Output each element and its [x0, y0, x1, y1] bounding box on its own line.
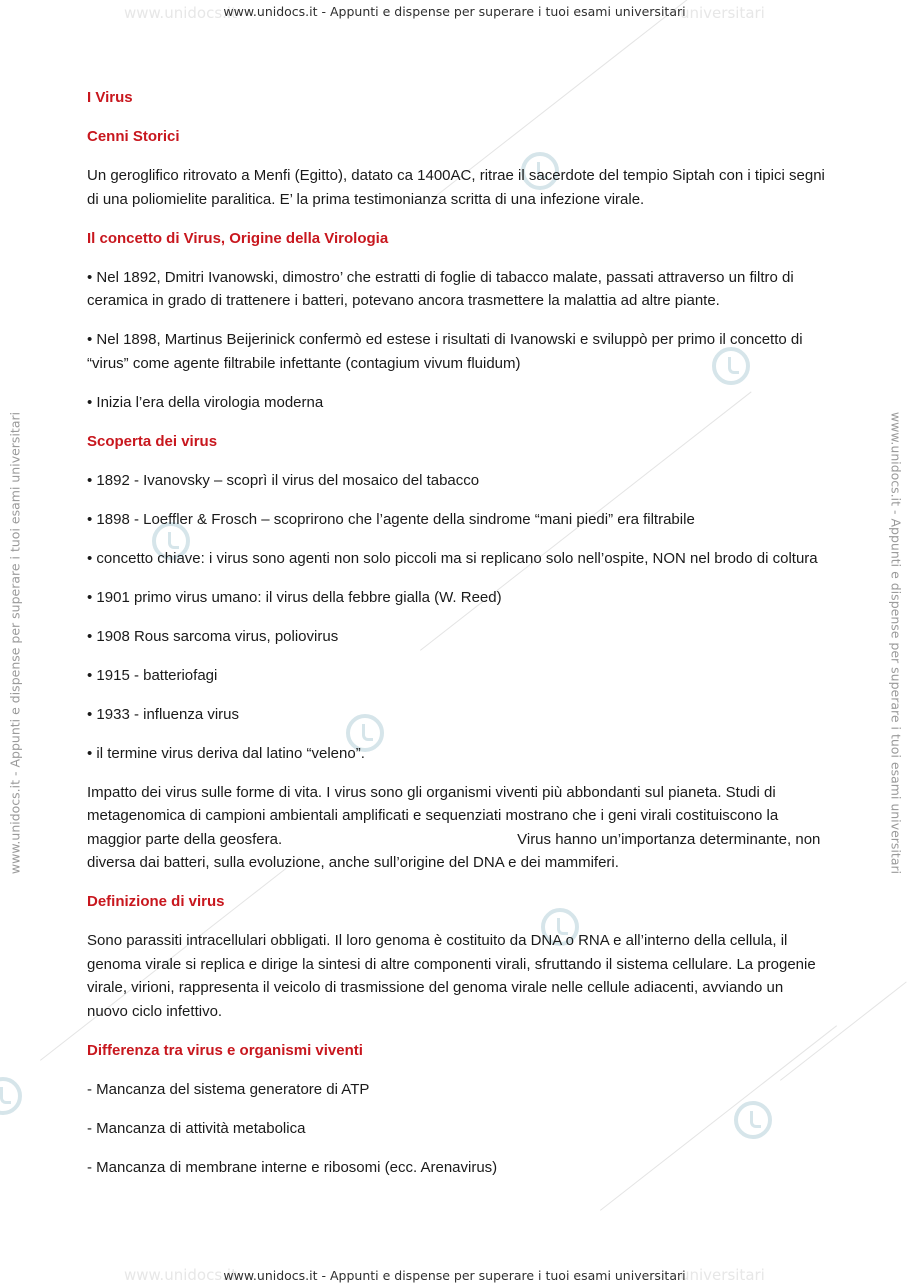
bullet-item: • 1901 primo virus umano: il virus della febbre gialla (W. Reed) — [87, 588, 502, 606]
paragraph-impatto-part-a: Impatto dei virus sulle forme di vita. I virus sono gli organismi viventi più abbondanti sul pianeta. Studi di metagenomica di campioni ambientali amplificati e sequenziati mostrano che i geni virali costituiscono la maggior parte della geosfera. — [87, 783, 779, 848]
paragraph-impatto-virus — [87, 781, 827, 875]
bullet-item: • 1892 - Ivanovsky – scoprì il virus del mosaico del tabacco — [87, 471, 480, 489]
document-title: I Virus — [87, 89, 133, 106]
bullet-item: • Nel 1898, Martinus Beijerinick confermò ed estese i risultati di Ivanowski e sviluppò per primo il concetto di “virus” come agente filtrabile infettante (contagium vivum fluidum) — [87, 331, 803, 372]
unidocs-logo-icon — [0, 1077, 22, 1115]
watermark-ghost-left-bottom: www.unidocs.it — [124, 1266, 237, 1284]
watermark-ghost-right: universitari — [680, 4, 765, 22]
document-body — [87, 86, 827, 1195]
bullet-item: • 1915 - batteriofagi — [87, 666, 218, 684]
list-item: - Mancanza di membrane interne e ribosomi (ecc. Arenavirus) — [87, 1158, 498, 1176]
paragraph-geroglifico: Un geroglifico ritrovato a Menfi (Egitto), datato ca 1400AC, ritrae il sacerdote del tempio Siptah con i tipici segni di una poliomielite paralitica. E’ la prima testimonianza scritta di una infezione virale. — [87, 167, 825, 208]
bullet-item: • Inizia l’era della virologia moderna — [87, 393, 324, 411]
bullet-item: • il termine virus deriva dal latino “veleno”. — [87, 744, 365, 762]
paragraph-definizione: Sono parassiti intracellulari obbligati. Il loro genoma è costituito da DNA o RNA e all’interno della cellula, il genoma virale si replica e dirige la sintesi di altre componenti virali, sfruttando il sistema cellulare. La progenie virale, virioni, rappresenta il veicolo di trasmissione del genoma virale nelle cellule adiacenti, avviando un nuovo ciclo infettivo. — [87, 932, 816, 1020]
section-heading-concetto-virus: Il concetto di Virus, Origine della Virologia — [87, 229, 389, 247]
watermark-ghost-left: www.unidocs.it — [124, 4, 237, 22]
bullet-item: • 1933 - influenza virus — [87, 705, 239, 723]
bullet-item: • Nel 1892, Dmitri Ivanowski, dimostro’ che estratti di foglie di tabacco malate, passati attraverso un filtro di ceramica in grado di trattenere i batteri, potevano ancora trasmettere la malattia ad altre piante. — [87, 268, 794, 309]
list-item: - Mancanza del sistema generatore di ATP — [87, 1080, 370, 1098]
watermark-ghost-right-bottom: universitari — [680, 1266, 765, 1284]
watermark-banner-top: www.unidocs.it - Appunti e dispense per superare i tuoi esami universitari — [223, 4, 686, 19]
watermark-side-left: www.unidocs.it - Appunti e dispense per superare i tuoi esami universitari — [7, 411, 23, 875]
watermark-side-right: www.unidocs.it - Appunti e dispense per superare i tuoi esami universitari — [888, 411, 904, 875]
section-heading-scoperta-virus: Scoperta dei virus — [87, 432, 218, 450]
bullet-item: • 1908 Rous sarcoma virus, poliovirus — [87, 627, 339, 645]
bullet-item: • 1898 - Loeffler & Frosch – scoprirono che l’agente della sindrome “mani piedi” era filtrabile — [87, 510, 695, 528]
section-heading-cenni-storici: Cenni Storici — [87, 128, 180, 145]
list-item: - Mancanza di attività metabolica — [87, 1119, 306, 1137]
paragraph-impatto-part-b: Virus hanno un’importanza determinante, non diversa dai batteri, sulla evoluzione, anche sull’origine del DNA e dei mammiferi. — [87, 830, 821, 871]
section-heading-differenza: Differenza tra virus e organismi viventi — [87, 1041, 363, 1059]
watermark-banner-bottom: www.unidocs.it - Appunti e dispense per superare i tuoi esami universitari — [223, 1268, 686, 1283]
section-heading-definizione: Definizione di virus — [87, 893, 225, 910]
bullet-item: • concetto chiave: i virus sono agenti non solo piccoli ma si replicano solo nell’ospite, NON nel brodo di coltura — [87, 549, 818, 567]
